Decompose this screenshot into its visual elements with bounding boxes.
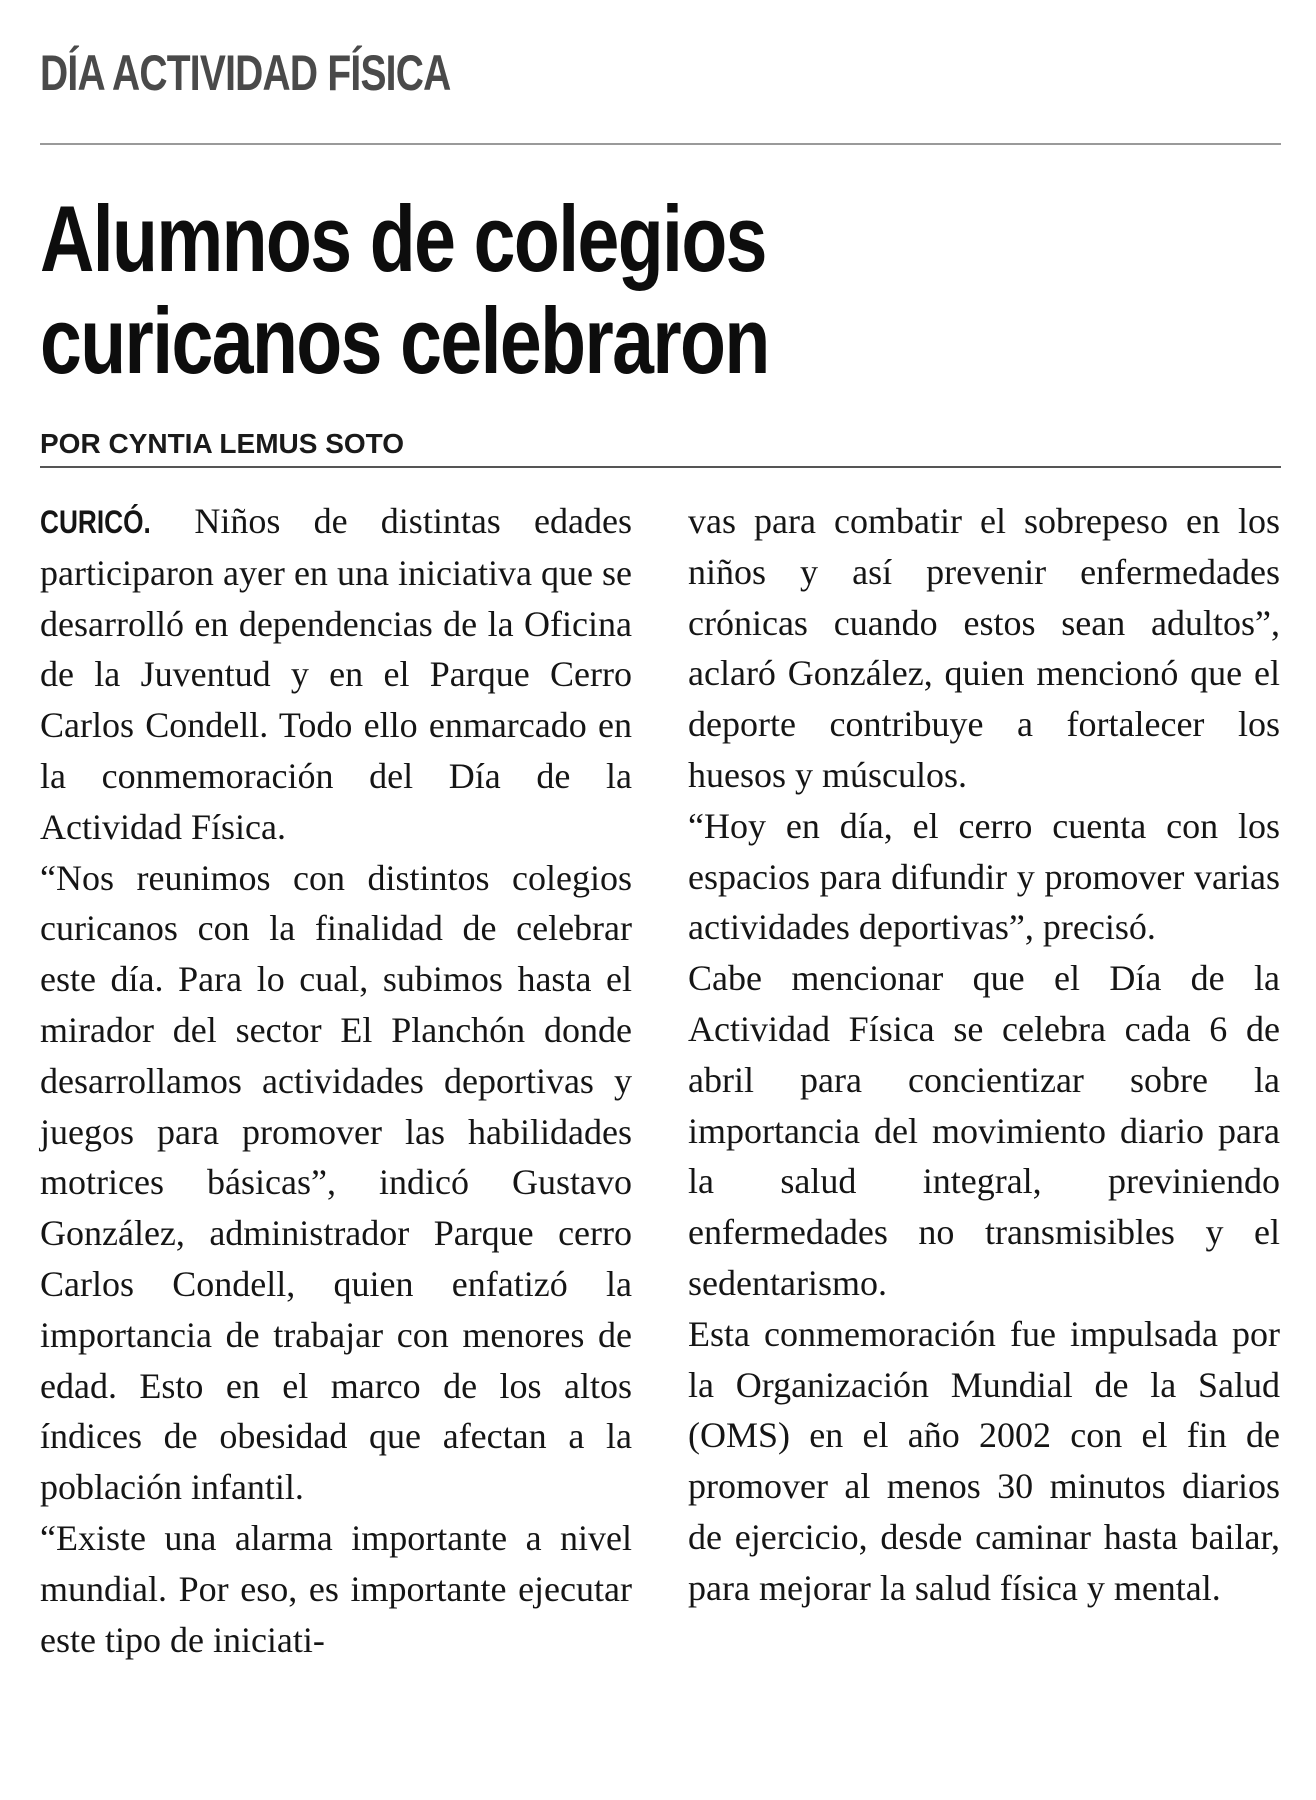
- paragraph-4: vas para combatir el sobrepeso en los niños y así prevenir enfermedades crónicas cuando estos sean adultos”, aclaró González, quien mencionó que el deporte contribuye a fortalecer los huesos y músculos.: [688, 501, 1280, 795]
- article-column-right: [688, 496, 1280, 1614]
- paragraph-3: “Existe una alarma importante a nivel mundial. Por eso, es importante ejecutar este tipo de iniciati-: [40, 1517, 632, 1660]
- paragraph-1: [40, 496, 632, 853]
- article-column-left: [40, 496, 632, 1665]
- headline-line-2: curicanos celebraron: [40, 288, 769, 393]
- paragraph-5: “Hoy en día, el cerro cuenta con los espacios para difundir y promover varias actividades deportivas”, precisó.: [688, 805, 1280, 948]
- paragraph-7: Esta conmemoración fue impulsada por la Organización Mundial de la Salud (OMS) en el año 2002 con el fin de promover al menos 30 minutos diarios de ejercicio, desde caminar hasta bailar, para mejorar la salud física y mental.: [688, 1313, 1280, 1608]
- paragraph-1-text: Niños de distintas edades participaron ayer en una iniciativa que se desarrolló en dependencias de la Oficina de la Juventud y en el Parque Cerro Carlos Condell. Todo ello enmarcado en la conmemoración del Día de la Actividad Física.: [40, 501, 632, 847]
- headline: [40, 188, 769, 392]
- paragraph-6: Cabe mencionar que el Día de la Actividad Física se celebra cada 6 de abril para concientizar sobre la importancia del movimiento diario para la salud integral, previniendo enfermedades no transmisibles y el sedentarismo.: [688, 958, 1280, 1303]
- paragraph-2: “Nos reunimos con distintos colegios curicanos con la finalidad de celebrar este día. Para lo cual, subimos hasta el mirador del sector El Planchón donde desarrollamos actividades deportivas y juegos para promover las habilidades motrices básicas”, indicó Gustavo González, administrador Parque cerro Carlos Condell, quien enfatizó la importancia de trabajar con menores de edad. Esto en el marco de los altos índices de obesidad que afectan a la población infantil.: [40, 857, 632, 1508]
- byline-divider: [40, 466, 1281, 468]
- dateline: CURICÓ.: [40, 504, 151, 540]
- byline: POR CYNTIA LEMUS SOTO: [40, 428, 405, 459]
- top-divider: [40, 143, 1281, 145]
- section-label: DÍA ACTIVIDAD FÍSICA: [40, 45, 451, 101]
- headline-line-1: Alumnos de colegios: [40, 186, 766, 291]
